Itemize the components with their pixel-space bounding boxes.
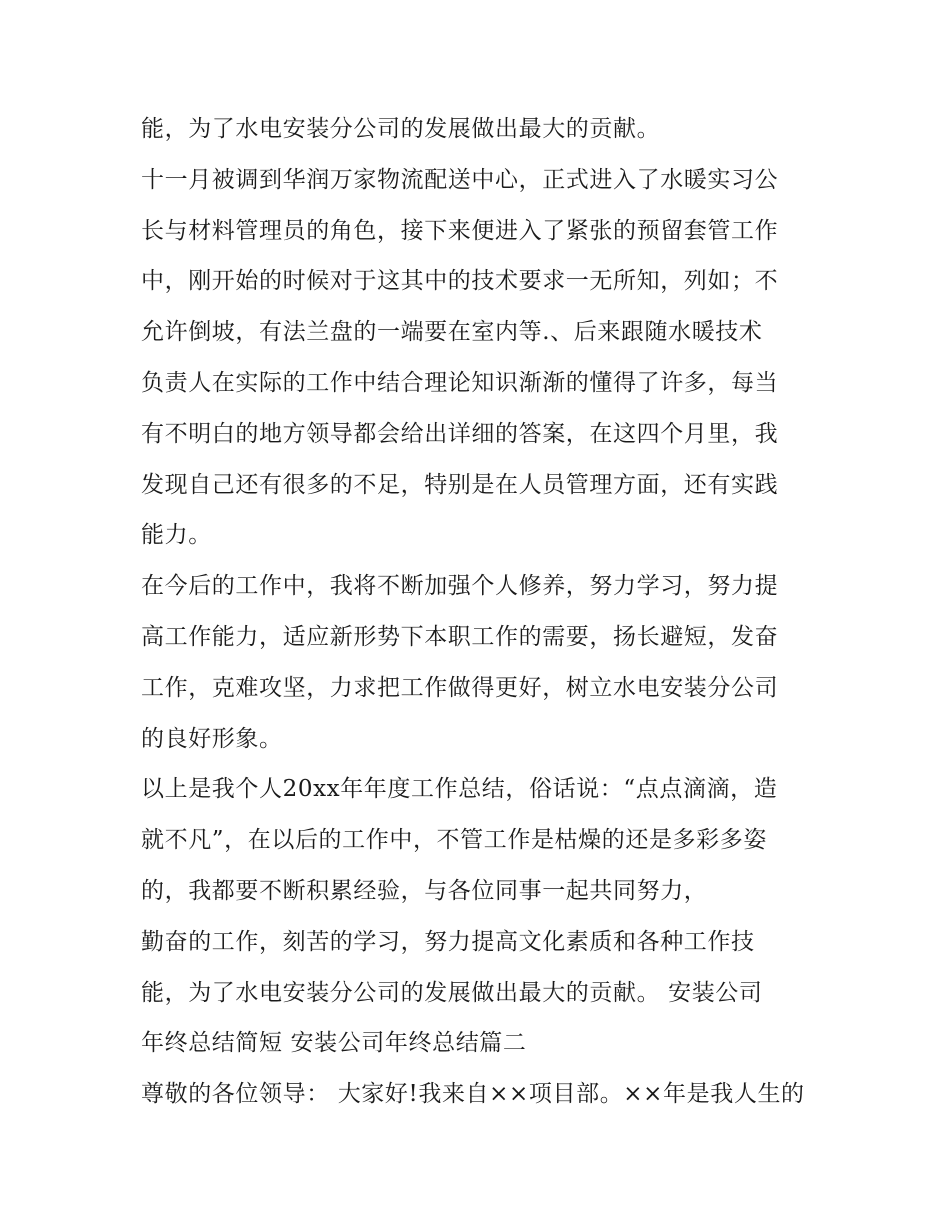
text-line: 允许倒坡，有法兰盘的一端要在室内等.、后来跟随水暖技术 <box>141 319 763 346</box>
text-line: 就不凡”，在以后的工作中，不管工作是枯燥的还是多彩多姿 <box>141 827 767 854</box>
text-line: 负责人在实际的工作中结合理论知识渐渐的懂得了许多，每当 <box>141 369 779 396</box>
text-line: 勤奋的工作，刻苦的学习，努力提高文化素质和各种工作技 <box>141 928 755 955</box>
text-line: 十一月被调到华润万家物流配送中心，正式进入了水暖实习公 <box>141 166 779 193</box>
text-line: 长与材料管理员的角色，接下来便进入了紧张的预留套管工作 <box>141 217 779 244</box>
body-text <box>141 104 821 1120</box>
text-line: 工作，克难攻坚，力求把工作做得更好，树立水电安装分公司 <box>141 674 779 701</box>
text-line: 能，为了水电安装分公司的发展做出最大的贡献。 <box>141 116 661 142</box>
text-line: 能，为了水电安装分公司的发展做出最大的贡献。 安装公司 <box>141 979 763 1006</box>
text-line: 中，刚开始的时候对于这其中的技术要求一无所知，列如；不 <box>141 268 779 295</box>
text-line: 在今后的工作中，我将不断加强个人修养，努力学习，努力提 <box>141 573 779 600</box>
text-line: 能力。 <box>141 522 212 549</box>
text-line: 以上是我个人20xx年年度工作总结，俗话说：“点点滴滴，造 <box>141 776 778 803</box>
text-line: 高工作能力，适应新形势下本职工作的需要，扬长避短，发奋 <box>141 623 779 650</box>
text-line: 的，我都要不断积累经验，与各位同事一起共同努力， <box>141 877 708 904</box>
text-line: 尊敬的各位领导： 大家好!我来自××项目部。××年是我人生的 <box>141 1081 805 1108</box>
text-line: 的良好形象。 <box>141 725 283 752</box>
text-line: 年终总结简短 安装公司年终总结篇二 <box>141 1030 527 1057</box>
text-line: 发现自己还有很多的不足，特别是在人员管理方面，还有实践 <box>141 471 779 498</box>
text-line: 有不明白的地方领导都会给出详细的答案，在这四个月里，我 <box>141 420 779 447</box>
